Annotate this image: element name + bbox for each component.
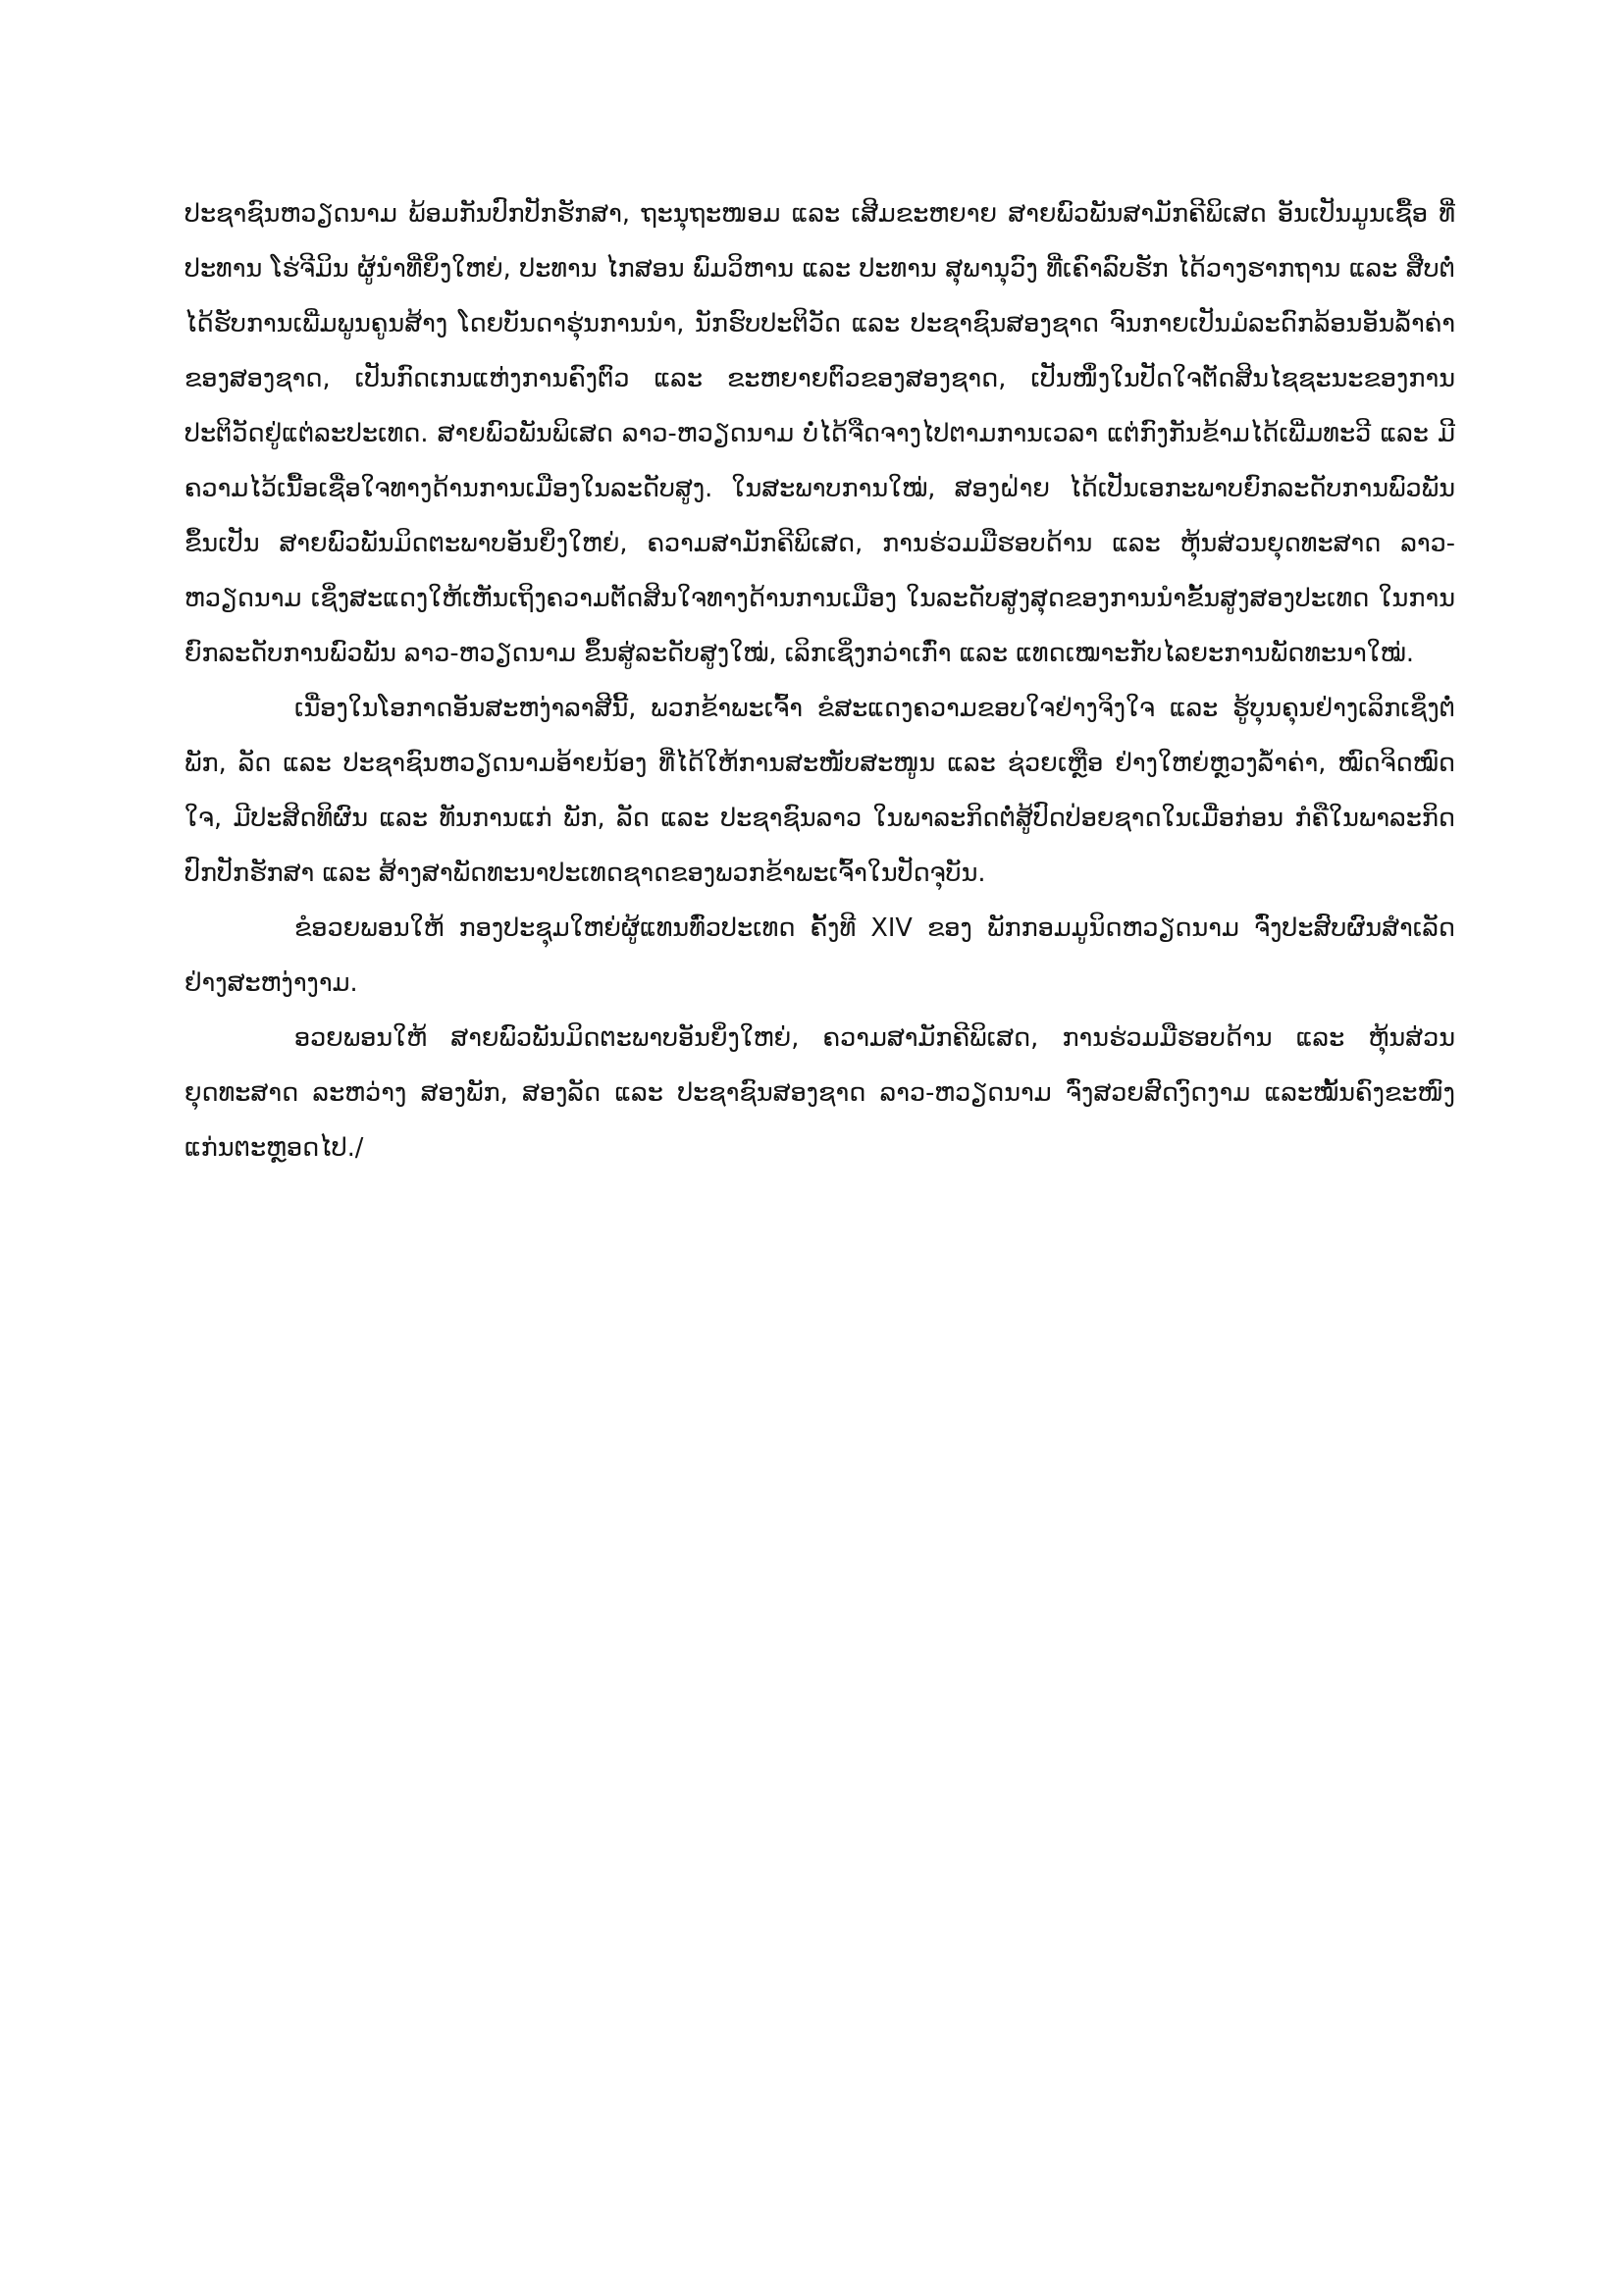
paragraph-gratitude: ເນື່ອງໃນໂອກາດອັນສະຫງ່າລາສີນີ້, ພວກຂ້າພະເຈົ້າ ຂໍສະແດງຄວາມຂອບໃຈຢ່າງຈິງໃຈ ແລະ ຮູ້ບຸນຄຸນຢ່າງເລິກເຊິ່ງຕໍ່ພັກ, ລັດ ແລະ ປະຊາຊົນຫວຽດນາມອ້າຍນ້ອງ ທີ່ໄດ້ໃຫ້ການສະໜັບສະໜູນ ແລະ ຊ່ວຍເຫຼືອ ຢ່າງໃຫຍ່ຫຼວງລໍ້າຄ່າ, ໝົດຈິດໝົດໃຈ, ມີປະສິດທິຜົນ ແລະ ທັນການແກ່ ພັກ, ລັດ ແລະ ປະຊາຊົນລາວ ໃນພາລະກິດຕໍ່ສູ້ປົດປ່ອຍຊາດໃນເມື່ອກ່ອນ ກໍຄືໃນພາລະກິດປົກປັກຮັກສາ ແລະ ສ້າງສາພັດທະນາປະເທດຊາດຂອງພວກຂ້າພະເຈົ້າໃນປັດຈຸບັນ. — [184, 694, 1455, 888]
paragraph-relations: ປະຊາຊົນຫວຽດນາມ ພ້ອມກັນປົກປັກຮັກສາ, ຖະນຸຖະໜອມ ແລະ ເສີມຂະຫຍາຍ ສາຍພົວພັນສາມັກຄີພິເສດ ອັນເປັນມູນເຊື້ອ ທີ່ປະທານ ໂຮ່ຈີມິນ ຜູ້ນໍາທີ່ຍິ່ງໃຫຍ່, ປະທານ ໄກສອນ ພົມວິຫານ ແລະ ປະທານ ສຸພານຸວົງ ທີ່ເຄົາລົບຮັກ ໄດ້ວາງຮາກຖານ ແລະ ສືບຕໍ່ໄດ້ຮັບການເພີ່ມພູນຄູນສ້າງ ໂດຍບັນດາຮຸ່ນການນໍາ, ນັກຮົບປະຕິວັດ ແລະ ປະຊາຊົນສອງຊາດ ຈົນກາຍເປັນມໍລະດົກລ້ອນອັນລໍ້າຄ່າຂອງສອງຊາດ, ເປັນກົດເກນແຫ່ງການຄົງຕົວ ແລະ ຂະຫຍາຍຕົວຂອງສອງຊາດ, ເປັນໜຶ່ງໃນປັດໃຈຕັດສິນໄຊຊະນະຂອງການປະຕິວັດຢູ່ແຕ່ລະປະເທດ. ສາຍພົວພັນພິເສດ ລາວ-ຫວຽດນາມ ບໍ່ໄດ້ຈືດຈາງໄປຕາມການເວລາ ແຕ່ກົງກັນຂ້າມໄດ້ເພີ່ມທະວີ ແລະ ມີຄວາມໄວ້ເນື້ອເຊື່ອໃຈທາງດ້ານການເມືອງໃນລະດັບສູງ. ໃນສະພາບການໃໝ່, ສອງຝ່າຍ ໄດ້ເປັນເອກະພາບຍົກລະດັບການພົວພັນຂຶ້ນເປັນ ສາຍພົວພັນມິດຕະພາບອັນຍິ່ງໃຫຍ່, ຄວາມສາມັກຄີພິເສດ, ການຮ່ວມມືຮອບດ້ານ ແລະ ຫຸ້ນສ່ວນຍຸດທະສາດ ລາວ-ຫວຽດນາມ ເຊິ່ງສະແດງໃຫ້ເຫັນເຖິງຄວາມຕັດສິນໃຈທາງດ້ານການເມືອງ ໃນລະດັບສູງສຸດຂອງການນໍາຂັ້ນສູງສອງປະເທດ ໃນການຍົກລະດັບການພົວພັນ ລາວ-ຫວຽດນາມ ຂຶ້ນສູ່ລະດັບສູງໃໝ່, ເລິກເຊິ່ງກວ່າເກົ່າ ແລະ ແທດເໝາະກັບໄລຍະການພັດທະນາໃໝ່. — [184, 199, 1455, 668]
document-body — [184, 186, 1455, 1175]
paragraph-congress-wish: ຂໍອວຍພອນໃຫ້ ກອງປະຊຸມໃຫຍ່ຜູ້ແທນທົ່ວປະເທດ ຄັ້ງທີ XIV ຂອງ ພັກກອມມູນິດຫວຽດນາມ ຈົ່ງປະສົບຜົນສໍາເລັດຢ່າງສະຫງ່າງາມ. — [184, 913, 1455, 998]
paragraph-closing-wish: ອວຍພອນໃຫ້ ສາຍພົວພັນມິດຕະພາບອັນຍິ່ງໃຫຍ່, ຄວາມສາມັກຄີພິເສດ, ການຮ່ວມມືຮອບດ້ານ ແລະ ຫຸ້ນສ່ວນຍຸດທະສາດ ລະຫວ່າງ ສອງພັກ, ສອງລັດ ແລະ ປະຊາຊົນສອງຊາດ ລາວ-ຫວຽດນາມ ຈົ່ງສວຍສົດງົດງາມ ແລະໝັ້ນຄົງຂະໜົງແກ່ນຕະຫຼອດໄປ./ — [184, 1023, 1455, 1163]
